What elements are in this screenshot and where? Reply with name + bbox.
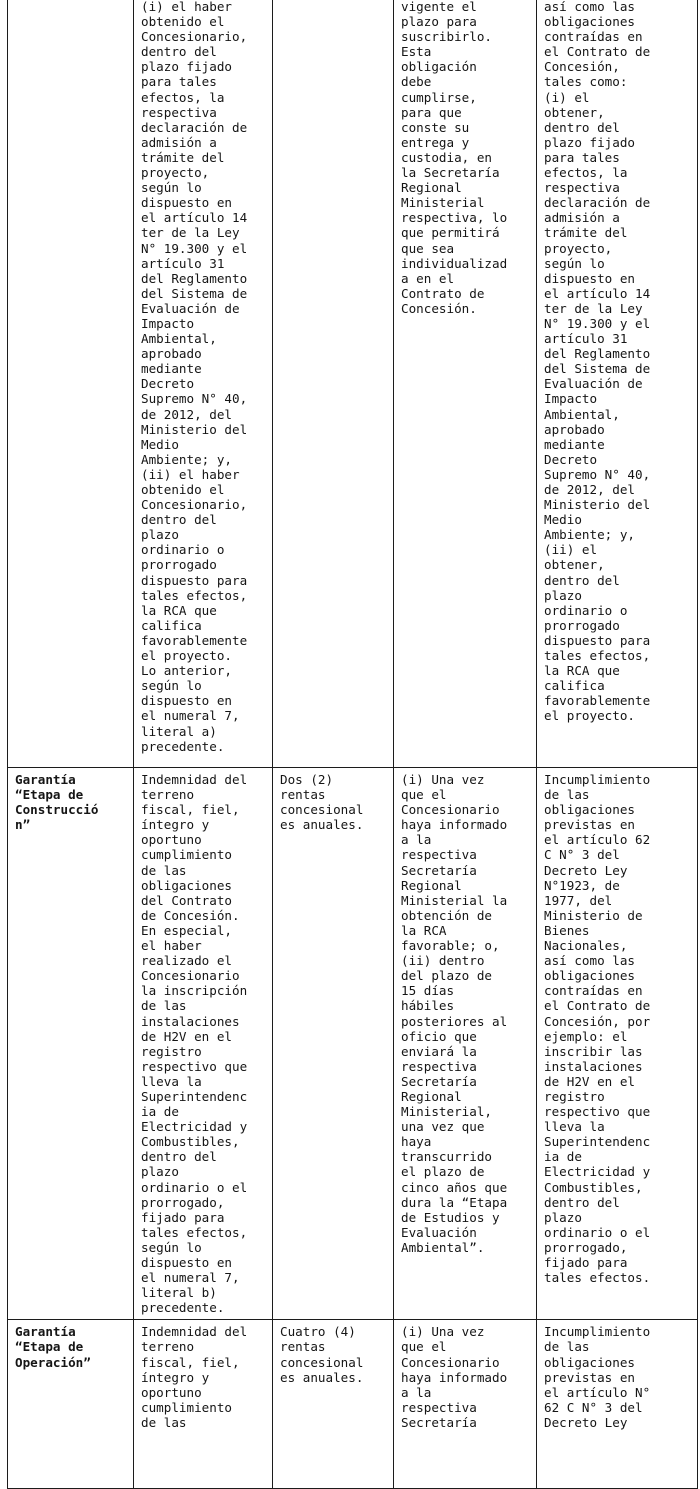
purpose-text: Indemnidad del terreno fiscal, fiel, íntegro y oportuno cumplimiento de las (141, 1324, 248, 1430)
purpose-text: (i) el haber obtenido el Concesionario, dentro del plazo fijado para tales efectos, la respectiva declaración de admisión a trámite del proyecto, según lo dispuesto en el artículo 14 ter de la Ley N° 19.300 y el artículo 31 del Reglamento del Sistema de Evaluación de Impacto Ambiental, aprobado mediante Decreto Supremo N° 40, de 2012, del Ministerio del Medio Ambiente; y, (ii) el haber obtenido el Concesionario, dentro del plazo ordinario o prorrogado dispuesto para tales efectos, la RCA que califica favorablemente el proyecto. Lo anterior, según lo dispuesto en el numeral 7, literal a) precedente. (141, 0, 248, 754)
guarantee-label-cell (8, 768, 134, 1320)
return-cell (394, 0, 537, 768)
purpose-cell (134, 768, 273, 1320)
guarantee-label: Garantía “Etapa de Construcció n” (15, 772, 99, 833)
enforcement-text: Incumplimiento de las obligaciones previstas en el artículo 62 C N° 3 del Decreto Ley N°1923, de 1977, del Ministerio de Bienes Nacionales, así como las obligaciones contraídas en el Contrato de Concesión, por ejemplo: el inscribir las instalaciones de H2V en el registro respectivo que lleva la Superintendenc ia de Electricidad y Combustibles, dentro del plazo ordinario o el prorrogado, fijado para tales efectos. (544, 772, 651, 1286)
return-text: (i) Una vez que el Concesionario haya informado a la respectiva Secretaría (401, 1324, 508, 1430)
table-row (8, 768, 698, 1320)
table-row (8, 0, 698, 768)
guarantee-label-cell (8, 1320, 134, 1489)
amount-cell (273, 768, 394, 1320)
amount-text: Cuatro (4) rentas concesional es anuales. (280, 1324, 364, 1385)
purpose-text: Indemnidad del terreno fiscal, fiel, íntegro y oportuno cumplimiento de las obligaciones del Contrato de Concesión. En especial, el haber realizado el Concesionario la inscripción de las instalaciones de H2V en el registro respectivo que lleva la Superintendenc ia de Electricidad y Combustibles, dentro del plazo ordinario o el prorrogado, fijado para tales efectos, según lo dispuesto en el numeral 7, literal b) precedente. (141, 772, 248, 1316)
amount-cell (273, 1320, 394, 1489)
guarantees-table (7, 0, 698, 1489)
return-text: vigente el plazo para suscribirlo. Esta obligación debe cumplirse, para que conste su entrega y custodia, en la Secretaría Regional Ministerial respectiva, lo que permitirá que sea individualizad a en el Contrato de Concesión. (401, 0, 508, 316)
return-cell (394, 768, 537, 1320)
enforcement-cell (537, 0, 698, 768)
return-cell (394, 1320, 537, 1489)
purpose-cell (134, 0, 273, 768)
enforcement-text: Incumplimiento de las obligaciones previstas en el artículo N° 62 C N° 3 del Decreto Ley (544, 1324, 651, 1430)
guarantee-label-cell (8, 0, 134, 768)
table-row (8, 1320, 698, 1489)
purpose-cell (134, 1320, 273, 1489)
enforcement-text: así como las obligaciones contraídas en el Contrato de Concesión, tales como: (i) el obtener, dentro del plazo fijado para tales efectos, la respectiva declaración de admisión a trámite del proyecto, según lo dispuesto en el artículo 14 ter de la Ley N° 19.300 y el artículo 31 del Reglamento del Sistema de Evaluación de Impacto Ambiental, aprobado mediante Decreto Supremo N° 40, de 2012, del Ministerio del Medio Ambiente; y, (ii) el obtener, dentro del plazo ordinario o prorrogado dispuesto para tales efectos, la RCA que califica favorablemente el proyecto. (544, 0, 651, 724)
guarantee-label: Garantía “Etapa de Operación” (15, 1324, 91, 1370)
amount-text: Dos (2) rentas concesional es anuales. (280, 772, 364, 833)
enforcement-cell (537, 768, 698, 1320)
enforcement-cell (537, 1320, 698, 1489)
amount-cell (273, 0, 394, 768)
return-text: (i) Una vez que el Concesionario haya informado a la respectiva Secretaría Regional Ministerial la obtención de la RCA favorable; o, (ii) dentro del plazo de 15 días hábiles posteriores al oficio que enviará la respectiva Secretaría Regional Ministerial, una vez que haya transcurrido el plazo de cinco años que dura la “Etapa de Estudios y Evaluación Ambiental”. (401, 772, 508, 1255)
